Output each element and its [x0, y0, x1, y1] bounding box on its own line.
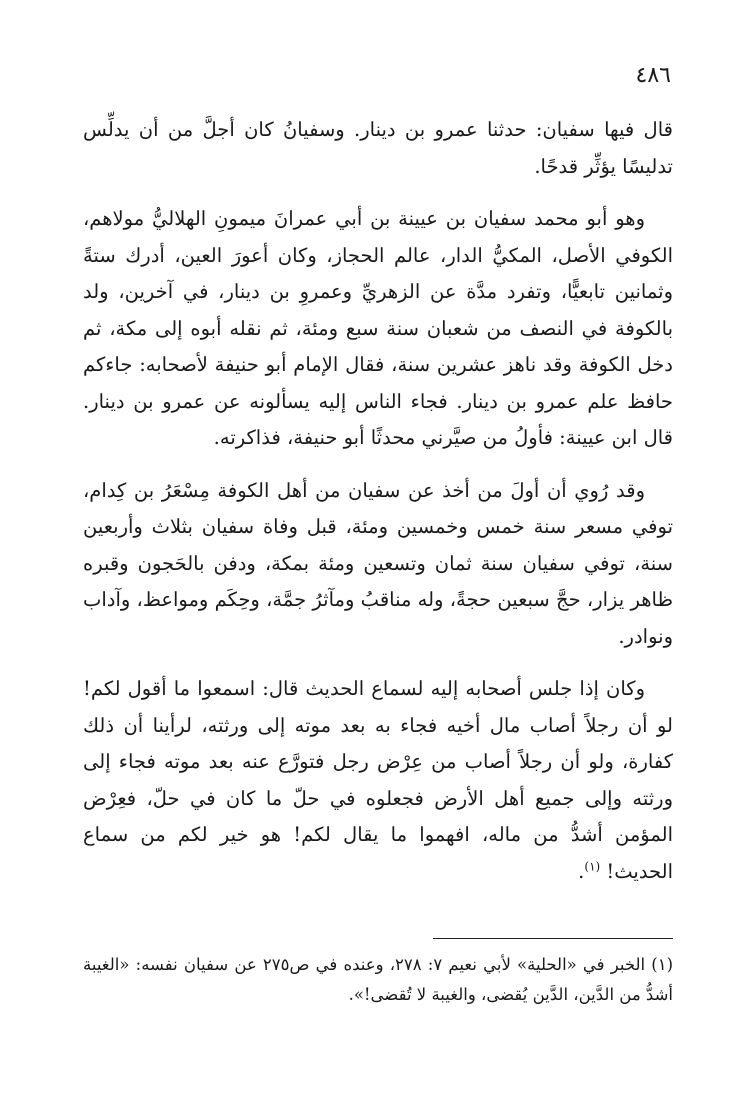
paragraph-4: [83, 671, 673, 890]
paragraph-2: وهو أبو محمد سفيان بن عيينة بن أبي عمرانَ ميمونِ الهلاليُّ مولاهم، الكوفي الأصل، المكيُّ الدار، عالم الحجاز، وكان أعورَ العين، أدرك ستةً وثمانين تابعيًّا، وتفرد مدَّة عن الزهريِّ وعمروِ بن دينار، في آخرين، ولد بالكوفة في النصف من شعبان سنة سبع ومئة، ثم نقله أبوه إلى مكة، ثم دخل الكوفة وقد ناهز عشرين سنة، فقال الإمام أبو حنيفة لأصحابه: جاءكم حافظ علم عمرو بن دينار. فجاء الناس إليه يسألونه عن عمرو بن دينار. قال ابن عيينة: فأولُ من صيَّرني محدثًا أبو حنيفة، فذاكرته.: [83, 207, 673, 449]
page-number: ٤٨٦: [635, 63, 671, 88]
footnotes: [83, 950, 673, 1010]
footnote-divider: [433, 938, 673, 939]
main-text: [83, 112, 673, 906]
paragraph-4-tail: .: [578, 859, 585, 883]
paragraph-4-text: وكان إذا جلس أصحابه إليه لسماع الحديث قال: اسمعوا ما أقول لكم! لو أن رجلاً أصاب مال أخيه فجاء به بعد موته إلى ورثته، لرأينا أن ذلك كفارة، ولو أن رجلاً أصاب من عِرْض رجل فتورَّع عنه بعد موته فجاء إلى ورثته وإلى جميع أهل الأرض فجعلوه في حلّ ما كان في حلّ، فعِرْض المؤمن أشدُّ من ماله، افهموا ما يقال لكم! هو خير لكم من سماع الحديث!: [83, 677, 673, 883]
paragraph-1: قال فيها سفيان: حدثنا عمرو بن دينار. وسفيانُ كان أجلَّ من أن يدلِّس تدليسًا يؤثِّر قدحًا.: [83, 118, 673, 178]
footnote-1: (١) الخبر في «الحلية» لأبي نعيم ٧: ٢٧٨، وعنده في ص٢٧٥ عن سفيان نفسه: «الغيبة أشدُّ من الدَّين، الدَّين يُقضى، والغيبة لا تُقضى!».: [83, 955, 674, 1004]
paragraph-3: وقد رُوي أن أولَ من أخذ عن سفيان من أهل الكوفة مِسْعَرُ بن كِدام، توفي مسعر سنة خمس وخمسين ومئة، قبل وفاة سفيان بثلاث وأربعين سنة، توفي سفيان سنة ثمان وتسعين ومئة بمكة، ودفن بالحَجون وقبره ظاهر يزار، حجَّ سبعين حجةً، وله مناقبُ ومآثرُ جمَّة، وحِكَم ومواعظ، وآداب ونوادر.: [83, 478, 673, 648]
footnote-reference[interactable]: (١): [584, 859, 601, 873]
